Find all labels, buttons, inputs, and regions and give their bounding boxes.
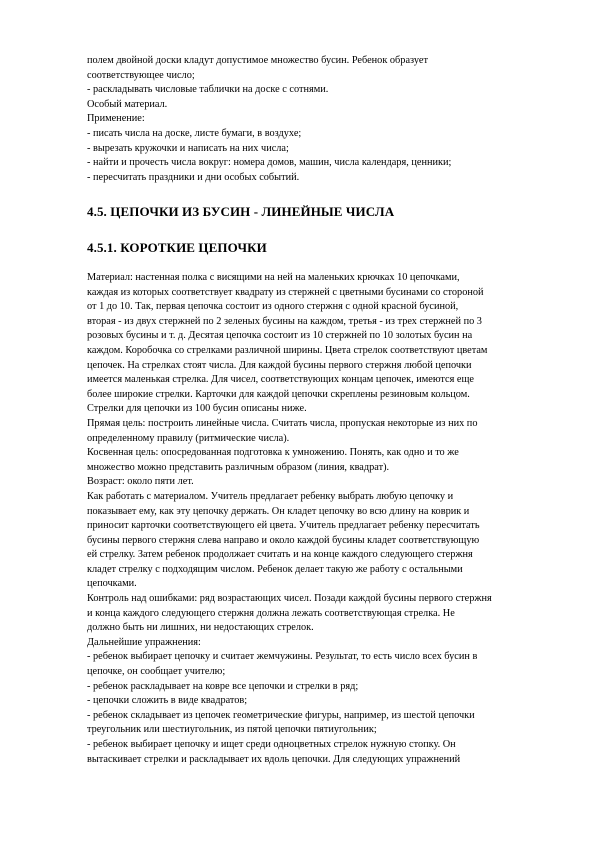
text-line: - ребенок выбирает цепочку и считает жемчужины. Результат, то есть число всех бусин в [87, 651, 478, 663]
text-line: более широкие стрелки. Карточки для каждой цепочки скреплены резиновым кольцом. [87, 388, 470, 400]
text-line: Возраст: около пяти лет. [87, 476, 194, 488]
text-line: определенному правилу (ритмические числа). [87, 432, 290, 444]
text-line: розовых бусины и т. д. Десятая цепочка состоит из 10 стержней по 10 золотых бусин на [87, 330, 473, 342]
text-line: - ребенок выбирает цепочку и ищет среди одноцветных стрелок нужную стопку. Он [87, 739, 456, 750]
section-heading: 4.5. ЦЕПОЧКИ ИЗ БУСИН - ЛИНЕЙНЫЕ ЧИСЛА [87, 204, 395, 219]
text-line: - пересчитать праздники и дни особых событий. [87, 171, 300, 183]
text-line: вытаскивает стрелки и раскладывает их вдоль цепочки. Для следующих упражнений [87, 753, 461, 765]
text-line: от 1 до 10. Так, первая цепочка состоит из одного стержня с одной красной бусиной, [87, 301, 459, 313]
text-line: имеется маленькая стрелка. Для чисел, соответствующих концам цепочек, имеются еще [87, 374, 474, 386]
text-line: показывает ему, как эту цепочку держать. Он кладет цепочку во всю длину на коврик и [87, 505, 470, 517]
text-line: цепочками. [87, 578, 137, 590]
text-line: Контроль над ошибками: ряд возрастающих чисел. Позади каждой бусины первого стержня [87, 593, 492, 605]
text-line: Особый материал. [87, 98, 168, 110]
text-line: Как работать с материалом. Учитель предлагает ребенку выбрать любую цепочку и [87, 490, 454, 502]
text-line: Стрелки для цепочки из 100 бусин описаны ниже. [87, 403, 307, 415]
text-line: каждая из которых соответствует квадрату из стержней с цветными бусинами со стороной [87, 286, 484, 298]
subsection-heading: 4.5.1. КОРОТКИЕ ЦЕПОЧКИ [87, 240, 267, 255]
text-line: каждом. Коробочка со стрелками различной ширины. Цвета стрелок соответствуют цветам [87, 344, 488, 356]
text-line: Дальнейшие упражнения: [87, 636, 201, 648]
text-line: - ребенок раскладывает на ковре все цепочки и стрелки в ряд; [87, 680, 359, 692]
text-line: бусины первого стержня слева направо и около каждой бусины кладет соответствующую [87, 534, 480, 546]
text-line: приносит карточки соответствующего ей цвета. Учитель предлагает ребенку пересчитать [87, 520, 480, 532]
intro-paragraph [87, 54, 557, 185]
text-line: цепочке, он сообщает учителю; [87, 666, 226, 678]
text-line: ей стрелку. Затем ребенок продолжает считать и на конце каждого следующего стержня [87, 549, 473, 561]
text-line: Применение: [87, 113, 145, 125]
text-line: Косвенная цель: опосредованная подготовка к умножению. Понять, как одно и то же [87, 447, 459, 459]
text-line: полем двойной доски кладут допустимое множество бусин. Ребенок образует [87, 55, 428, 66]
text-line: вторая - из двух стержней по 2 зеленых бусины на каждом, третья - из трех стержней по 3 [87, 315, 482, 327]
text-line: - писать числа на доске, листе бумаги, в воздухе; [87, 127, 302, 139]
text-line: должно быть ни лишних, ни недостающих стрелок. [87, 622, 314, 634]
text-line: Прямая цель: построить линейные числа. Считать числа, пропуская некоторые из них по [87, 417, 478, 429]
text-line: цепочек. На стрелках стоят числа. Для каждой бусины первого стержня любой цепочки [87, 359, 472, 371]
body-text [87, 271, 557, 767]
text-line: и конца каждого следующего стержня должна лежать соответствующая стрелка. Не [87, 607, 455, 619]
text-line: - найти и прочесть числа вокруг: номера домов, машин, числа календаря, ценники; [87, 157, 452, 169]
text-line: множество можно представить различным образом (линия, квадрат). [87, 461, 390, 473]
text-line: - ребенок складывает из цепочек геометрические фигуры, например, из шестой цепочки [87, 709, 475, 721]
text-line: треугольник или шестиугольник, из пятой цепочки пятиугольник; [87, 724, 377, 736]
text-line: - цепочки сложить в виде квадратов; [87, 695, 248, 707]
text-line: Материал: настенная полка с висящими на ней на маленьких крючках 10 цепочками, [87, 272, 460, 283]
text-line: соответствующее число; [87, 69, 195, 81]
text-line: кладет стрелку с подходящим числом. Ребенок делает такую же работу с остальными [87, 563, 463, 575]
text-line: - раскладывать числовые таблички на доске с сотнями. [87, 84, 329, 96]
text-line: - вырезать кружочки и написать на них числа; [87, 142, 289, 154]
